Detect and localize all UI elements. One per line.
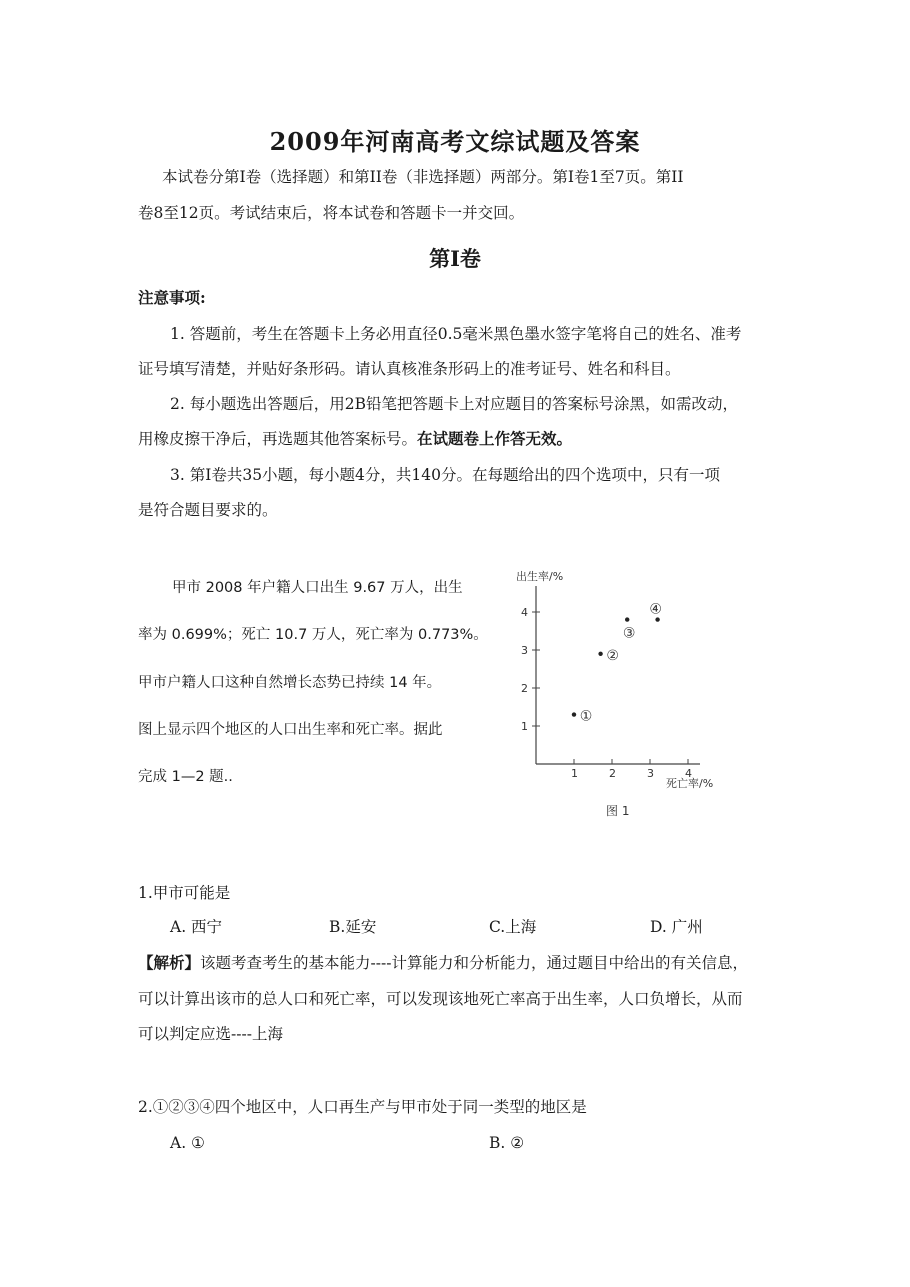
note-1-line-1: 1. 答题前，考生在答题卡上务必用直径0.5毫米黑色墨水签字笔将自己的姓名、准考 <box>170 325 742 343</box>
note-2-emphasis: 在试题卷上作答无效。 <box>417 429 573 448</box>
section-title: 第Ⅰ卷 <box>429 246 481 271</box>
analysis-text: 该题考查考生的基本能力----计算能力和分析能力，通过题目中给出的有关信息， <box>200 954 748 972</box>
note-2-text: 用橡皮擦干净后，再选题其他答案标号。 <box>138 430 418 448</box>
passage-line-3: 甲市户籍人口这种自然增长态势已持续 14 年。 <box>138 675 442 691</box>
q2-stem: 2.①②③④四个地区中，人口再生产与甲市处于同一类型的地区是 <box>138 1098 587 1116</box>
passage-line-2: 率为 0.699%；死亡 10.7 万人，死亡率为 0.773%。 <box>138 627 488 643</box>
x-axis-title: 死亡率/% <box>666 777 714 790</box>
q1-option-d: D. 广州 <box>650 918 703 936</box>
passage-line-5: 完成 1—2 题.. <box>138 769 233 785</box>
q1-option-c: C.上海 <box>489 918 537 936</box>
x-tick-label: 4 <box>685 767 692 780</box>
y-tick-label: 1 <box>521 720 528 733</box>
q1-analysis-line-1 <box>138 953 748 973</box>
note-3-line-1: 3. 第Ⅰ卷共35小题，每小题4分，共140分。在每题给出的四个选项中，只有一项 <box>170 466 721 484</box>
q1-analysis-line-2: 可以计算出该市的总人口和死亡率，可以发现该地死亡率高于出生率，人口负增长，从而 <box>138 990 743 1008</box>
chart-caption: 图 1 <box>606 804 630 818</box>
passage-line-4: 图上显示四个地区的人口出生率和死亡率。据此 <box>138 722 443 738</box>
q2-option-a: A. ① <box>170 1134 205 1152</box>
intro-line-1: 本试卷分第Ⅰ卷（选择题）和第II卷（非选择题）两部分。第Ⅰ卷1至7页。第II <box>162 168 684 186</box>
data-point <box>655 617 659 621</box>
q1-analysis-line-3: 可以判定应选----上海 <box>138 1025 283 1043</box>
y-tick-label: 4 <box>521 606 528 619</box>
notes-heading: 注意事项: <box>138 288 206 307</box>
q2-option-b: B. ② <box>489 1134 525 1152</box>
y-axis-title: 出生率/% <box>516 570 564 583</box>
point-label: ① <box>579 708 593 725</box>
document-title: 2009年河南高考文综试题及答案 <box>269 127 641 156</box>
data-point <box>598 652 602 656</box>
point-label: ④ <box>649 601 662 618</box>
analysis-tag: 【解析】 <box>138 953 201 972</box>
point-label: ② <box>606 647 619 664</box>
q1-option-b: B.延安 <box>329 918 377 936</box>
passage-line-1: 甲市 2008 年户籍人口出生 9.67 万人，出生 <box>172 580 463 596</box>
note-3-line-2: 是符合题目要求的。 <box>138 501 278 519</box>
y-tick-label: 3 <box>521 644 528 657</box>
x-tick-label: 1 <box>571 767 578 780</box>
q1-option-a: A. 西宁 <box>170 918 223 936</box>
note-2-line-2 <box>138 429 572 449</box>
intro-line-2: 卷8至12页。考试结束后，将本试卷和答题卡一并交回。 <box>138 204 525 222</box>
data-point <box>572 712 576 716</box>
note-2-line-1: 2. 每小题选出答题后，用2B铅笔把答题卡上对应题目的答案标号涂黑，如需改动， <box>170 395 738 413</box>
birth-death-rate-chart <box>496 562 736 824</box>
x-tick-label: 2 <box>609 767 616 780</box>
note-1-line-2: 证号填写清楚，并贴好条形码。请认真核准条形码上的准考证号、姓名和科目。 <box>138 360 681 378</box>
point-label: ③ <box>622 625 636 642</box>
q1-stem: 1.甲市可能是 <box>138 884 231 902</box>
y-tick-label: 2 <box>521 682 528 695</box>
x-tick-label: 3 <box>647 767 654 780</box>
data-point <box>625 617 629 621</box>
